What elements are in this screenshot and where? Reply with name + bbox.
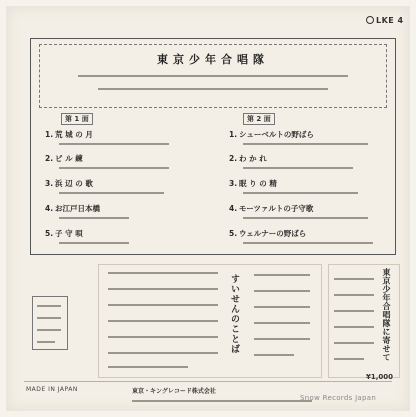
song-credit-line [243, 217, 368, 219]
notes-text-line [108, 352, 218, 354]
notes-text-line [108, 366, 188, 368]
side2-song: 5. ウェルナーの野ばら [229, 229, 307, 238]
record-sleeve-back [6, 6, 410, 411]
made-in-label: MADE IN JAPAN [26, 386, 78, 393]
publisher-label: 東京・キングレコード株式会社 [132, 388, 216, 395]
notes-text-line [254, 274, 310, 276]
price-label: ¥1,000 [366, 373, 394, 381]
credit-text-line [78, 75, 348, 77]
essay-text-line [334, 310, 374, 312]
notes-box-text-line [37, 341, 55, 343]
notes-box-text-line [37, 305, 61, 307]
essay-text-line [334, 326, 374, 328]
notes-box-text-line [37, 329, 61, 331]
essay-text-line [334, 342, 374, 344]
notes-text-line [254, 322, 310, 324]
notes-heading: すいせんのことば [229, 274, 239, 354]
notes-box-text-line [37, 317, 61, 319]
side1-song: 1. 荒 城 の 月 [45, 130, 93, 139]
notes-text-line [254, 290, 310, 292]
side1-song: 5. 子 守 唄 [45, 229, 83, 238]
credit-text-line [98, 88, 328, 90]
notes-text-line [254, 354, 294, 356]
side1-song: 2. ビ ル 練 [45, 154, 83, 163]
notes-box [32, 296, 68, 350]
disc-icon [366, 16, 374, 24]
song-credit-line [59, 143, 169, 145]
song-credit-line [243, 143, 368, 145]
essay-text-line [334, 278, 374, 280]
notes-text-line [108, 288, 218, 290]
song-credit-line [59, 192, 164, 194]
catalog-number: LKE 4 [366, 16, 404, 25]
footer-rule [24, 381, 392, 382]
footer-text-line [132, 400, 312, 402]
side2-song: 4. モーツァルトの子守歌 [229, 204, 314, 213]
side1-song: 3. 浜 辺 の 歌 [45, 179, 93, 188]
notes-text-line [254, 306, 310, 308]
side-2-heading: 第 2 面 [243, 113, 275, 125]
song-credit-line [59, 167, 169, 169]
notes-text-line [108, 304, 218, 306]
notes-text-line [108, 320, 218, 322]
watermark: Snow Records Japan [300, 394, 377, 402]
song-credit-line [59, 217, 129, 219]
essay-text-line [334, 358, 364, 360]
side2-song: 3. 眠 り の 精 [229, 179, 277, 188]
song-credit-line [243, 167, 353, 169]
song-credit-line [243, 242, 373, 244]
notes-text-line [108, 272, 218, 274]
side2-song: 1. シューベルトの野ばら [229, 130, 314, 139]
side2-song: 2. わ か れ [229, 154, 267, 163]
song-credit-line [243, 192, 358, 194]
song-credit-line [59, 242, 129, 244]
notes-text-line [254, 338, 310, 340]
side1-song: 4. お江戸日本橋 [45, 204, 100, 213]
essay-heading: 東京少年合唱隊に寄せて [382, 268, 392, 362]
side-1-heading: 第 1 面 [61, 113, 93, 125]
essay-text-line [334, 294, 374, 296]
album-title: 東京少年合唱隊 [157, 53, 269, 66]
notes-text-line [108, 336, 218, 338]
contents-panel [30, 38, 396, 255]
title-box [39, 44, 387, 108]
